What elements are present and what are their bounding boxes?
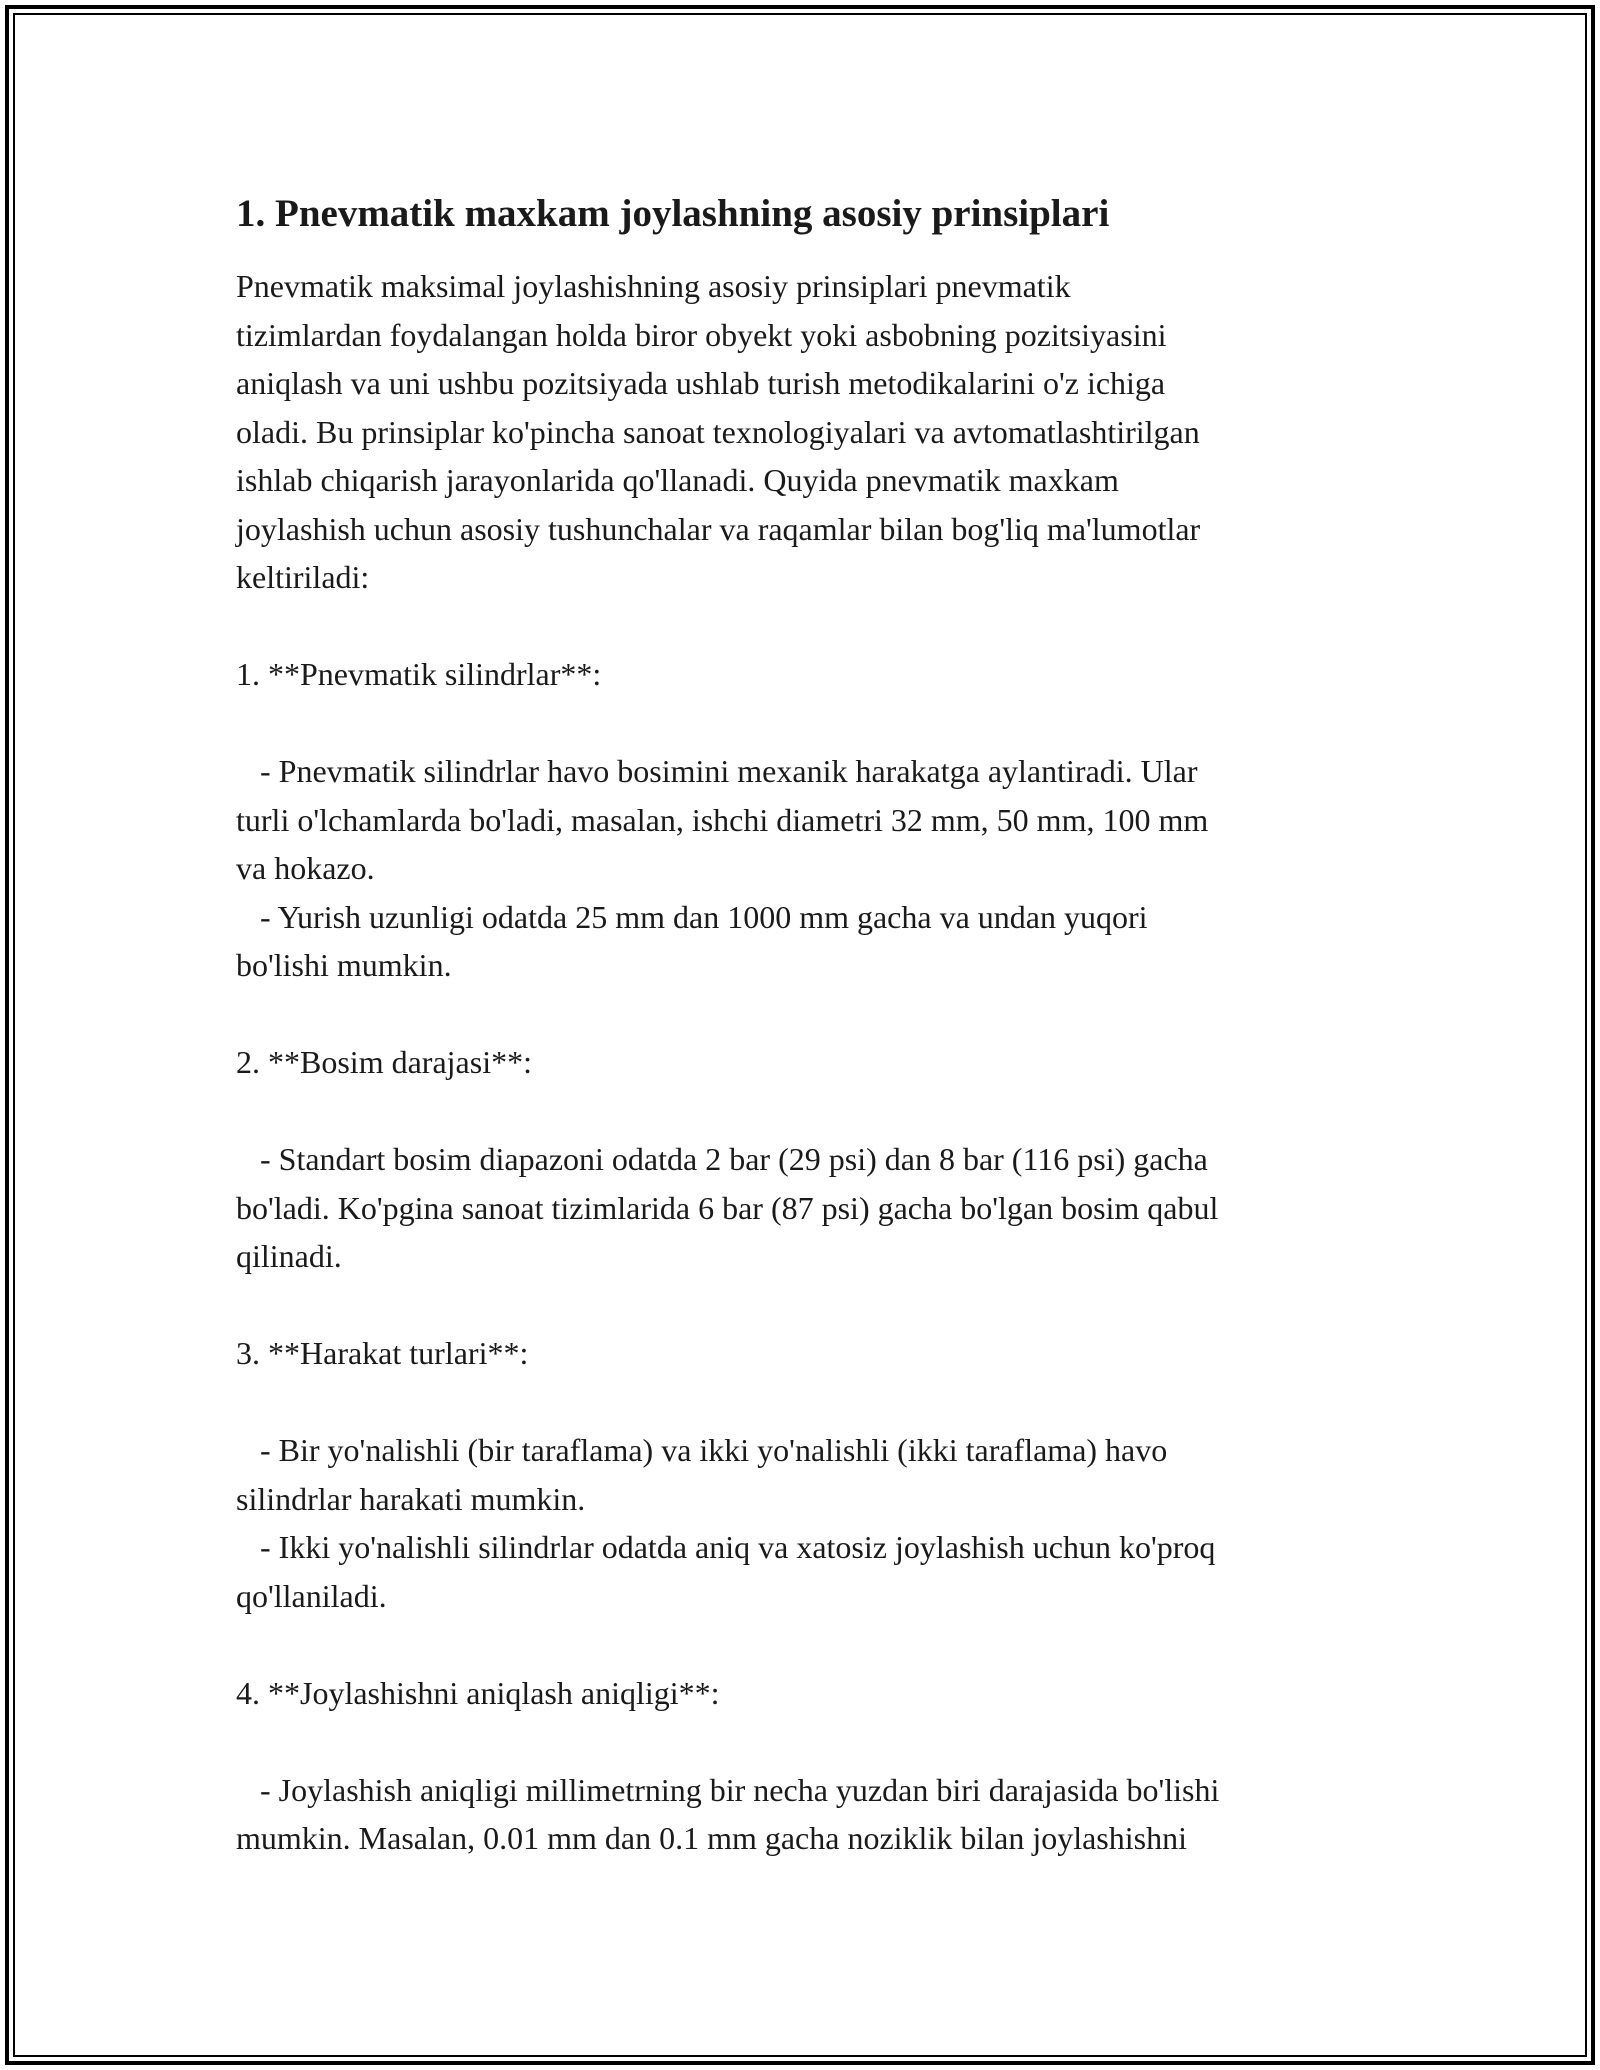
- section-heading: 1. Pnevmatik maxkam joylashning asosiy prinsiplari: [236, 192, 1110, 235]
- document-page: [236, 188, 1376, 1863]
- body-text: Pnevmatik maksimal joylashishning asosiy prinsiplari pnevmatik tizimlardan foydalangan holda biror obyekt yoki asbobning pozitsiyasini aniqlash va uni ushbu pozitsiyada ushlab turish metodikalarini o'z ichiga oladi. Bu prinsiplar ko'pincha sanoat texnologiyalari va avtomatlashtirilgan ishlab chiqarish jarayonlarida qo'llanadi. Quyida pnevmatik maxkam joylashish uchun asosiy tushunchalar va raqamlar bilan bog'liq ma'lumotlar keltiriladi: 1. **Pnevmatik silindrlar**: - Pnevmatik silindrlar havo bosimini mexanik harakatga aylantiradi. Ular turli o'lchamlarda bo'ladi, masalan, ishchi diametri 32 mm, 50 mm, 100 mm va hokazo. - Yurish uzunligi odatda 25 mm dan 1000 mm gacha va undan yuqori bo'lishi mumkin. 2. **Bosim darajasi**: - Standart bosim diapazoni odatda 2 bar (29 psi) dan 8 bar (116 psi) gacha bo'ladi. Ko'pgina sanoat tizimlarida 6 bar (87 psi) gacha bo'lgan bosim qabul qilinadi. 3. **Harakat turlari**: - Bir yo'nalishli (bir taraflama) va ikki yo'nalishli (ikki taraflama) havo silindrlar harakati mumkin. - Ikki yo'nalishli silindrlar odatda aniq va xatosiz joylashish uchun ko'proq qo'llaniladi. 4. **Joylashishni aniqlash aniqligi**: - Joylashish aniqligi millimetrning bir necha yuzdan biri darajasida bo'lishi mumkin. Masalan, 0.01 mm dan 0.1 mm gacha noziklik bilan joylashishni: [236, 268, 1220, 1856]
